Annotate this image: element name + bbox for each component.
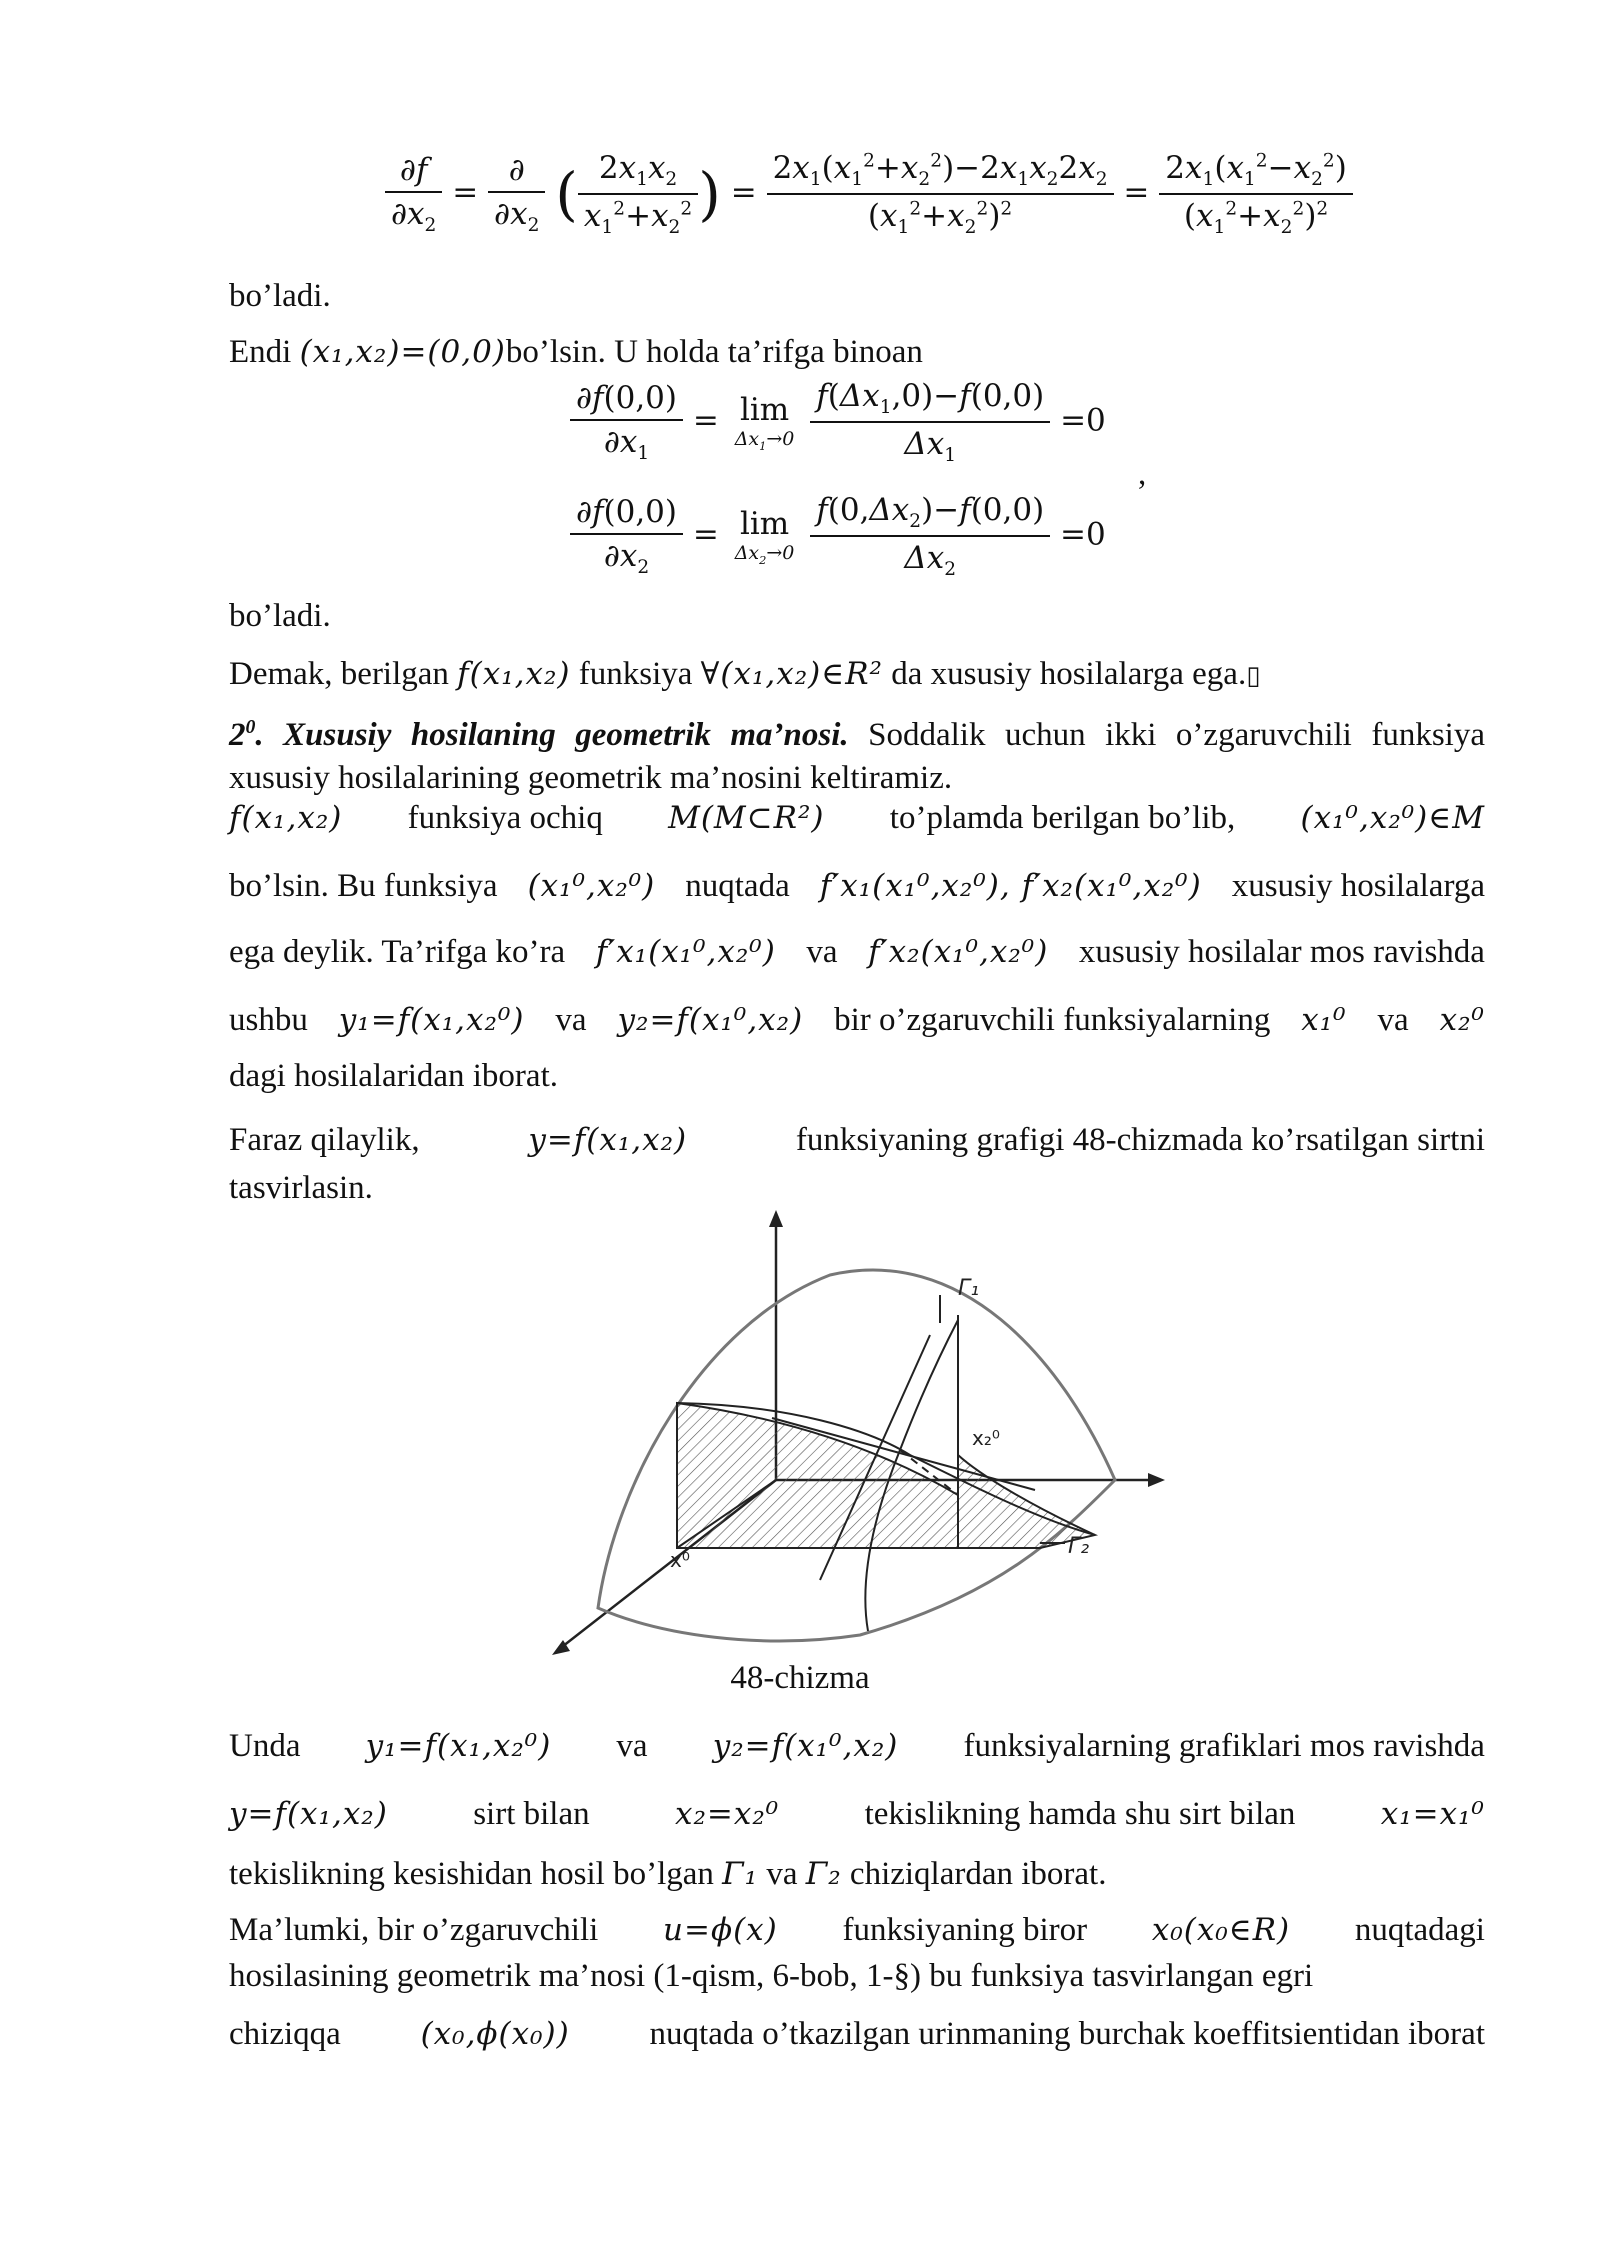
equation-limit-x2: $\frac{\partial f(0,0)}{\partial x_2}$ = lim $\Delta x_2\to 0$ $\frac{f(0,\Delta x_2)-f(0,0)}{\Delta x_2}$ =0 <box>570 492 1106 580</box>
text-bo-ladi-1: bo’ladi. <box>229 278 331 314</box>
section-heading-paragraph: $2^0$. Xususiy hosilaning geometrik ma’nosi. Soddalik uchun ikki o’zgaruvchili funksiya xususiy hosilalarining geometrik ma’nosini keltiramiz. <box>229 716 1485 796</box>
text-endi-line: Endi (x₁,x₂)=(0,0)bo’lsin. U holda ta’rifga binoan <box>229 334 923 370</box>
fraction-function: $\frac{2x_1x_2}{x_1^2+x_2^2}$ <box>578 150 698 238</box>
paragraph-line-3: ega deylik. Ta’rifga ko’ra f′x₁(x₁⁰,x₂⁰) va f′x₂(x₁⁰,x₂⁰) xususiy hosilalar mos ravishda <box>229 934 1485 970</box>
fraction-quotient-rule: $\frac{2x_1(x_1^2+x_2^2)-2x_1x_22x_2}{(x_1^2+x_2^2)^2}$ <box>767 150 1114 238</box>
paragraph-line-7: tasvirlasin. <box>229 1170 373 1206</box>
label-x0: x⁰ <box>670 1548 690 1572</box>
text-demak: Demak, berilgan f(x₁,x₂) funksiya ∀(x₁,x₂)∈R² da xususiy hosilalarga ega.▯ <box>229 656 1261 692</box>
text-comma: , <box>1138 456 1147 492</box>
equation-limit-x1: $\frac{\partial f(0,0)}{\partial x_1}$ = lim $\Delta x_1\to 0$ $\frac{f(\Delta x_1,0)-f(0,0)}{\Delta x_1}$ =0 <box>570 378 1106 466</box>
text-bo-ladi-2: bo’ladi. <box>229 598 331 634</box>
figure-48-surface-diagram <box>540 1205 1180 1665</box>
paragraph-malumki-line-1: Ma’lumki, bir o’zgaruvchili u=ϕ(x) funksiyaning biror x₀(x₀∈R) nuqtadagi <box>229 1912 1485 1948</box>
fraction-df-dx2: $\frac{\partial f}{\partial x_2}$ <box>385 152 442 236</box>
plane-x2-fixed-hatched <box>677 1403 958 1548</box>
limit-x1: lim $\Delta x_1\to 0$ <box>734 391 795 453</box>
paragraph-unda-line-1: Unda y₁=f(x₁,x₂⁰) va y₂=f(x₁⁰,x₂) funksiyalarning grafiklari mos ravishda <box>229 1728 1485 1764</box>
section-number: $2^0$. Xususiy hosilaning geometrik ma’nosi. <box>229 716 849 753</box>
label-x2-0: x₂⁰ <box>972 1426 1000 1450</box>
paragraph-line-6: Faraz qilaylik, y=f(x₁,x₂) funksiyaning grafigi 48-chizmada ko’rsatilgan sirtni <box>229 1122 1485 1158</box>
label-gamma-1: Γ₁ <box>958 1276 980 1301</box>
fraction-d-dx2: $\frac{\partial}{\partial x_2}$ <box>488 152 545 236</box>
paragraph-unda-line-2: y=f(x₁,x₂) sirt bilan x₂=x₂⁰ tekislikning hamda shu sirt bilan x₁=x₁⁰ <box>229 1796 1485 1832</box>
end-of-proof-icon: ▯ <box>1246 661 1261 691</box>
label-gamma-2: Γ₂ <box>1068 1534 1090 1559</box>
equation-partial-x2: $\frac{\partial f}{\partial x_2}$ = $\frac{\partial}{\partial x_2}$ ( $\frac{2x_1x_2}{x_1^2+x_2^2}$ ) = $\frac{2x_1(x_1^2+x_2^2)-2x_1x_22x_2}{(x_1^2+x_2^2)^2}$ = $\frac{2x_1(x_1^2-x_2^2)}{(x_1^2+x_2^2)^2}$ <box>385 150 1353 238</box>
math-origin: (x₁,x₂)=(0,0) <box>299 334 506 370</box>
paragraph-unda-line-3: tekislikning kesishidan hosil bo’lgan Γ₁ va Γ₂ chiziqlardan iborat. <box>229 1856 1107 1892</box>
horizontal-axis-arrow <box>1148 1473 1165 1487</box>
vertical-axis-arrow <box>769 1210 783 1227</box>
figure-caption: 48-chizma <box>730 1660 870 1696</box>
limit-x2: lim $\Delta x_2\to 0$ <box>734 505 795 567</box>
paragraph-line-5: dagi hosilalaridan iborat. <box>229 1058 558 1094</box>
paragraph-line-1: f(x₁,x₂) funksiya ochiq M(M⊂R²) to’plamda berilgan bo’lib, (x₁⁰,x₂⁰)∈M <box>229 800 1485 836</box>
paragraph-line-2: bo’lsin. Bu funksiya (x₁⁰,x₂⁰) nuqtada f′x₁(x₁⁰,x₂⁰), f′x₂(x₁⁰,x₂⁰) xususiy hosilalarga <box>229 868 1485 904</box>
paragraph-line-4: ushbu y₁=f(x₁,x₂⁰) va y₂=f(x₁⁰,x₂) bir o’zgaruvchili funksiyalarning x₁⁰ va x₂⁰ <box>229 1002 1485 1038</box>
paragraph-malumki-line-3: chiziqqa (x₀,ϕ(x₀)) nuqtada o’tkazilgan urinmaning burchak koeffitsientidan iborat <box>229 2016 1485 2052</box>
fraction-result: $\frac{2x_1(x_1^2-x_2^2)}{(x_1^2+x_2^2)^2}$ <box>1159 150 1353 238</box>
paragraph-malumki-line-2: hosilasining geometrik ma’nosi (1-qism, 6-bob, 1-§) bu funksiya tasvirlangan egri <box>229 1958 1314 1994</box>
